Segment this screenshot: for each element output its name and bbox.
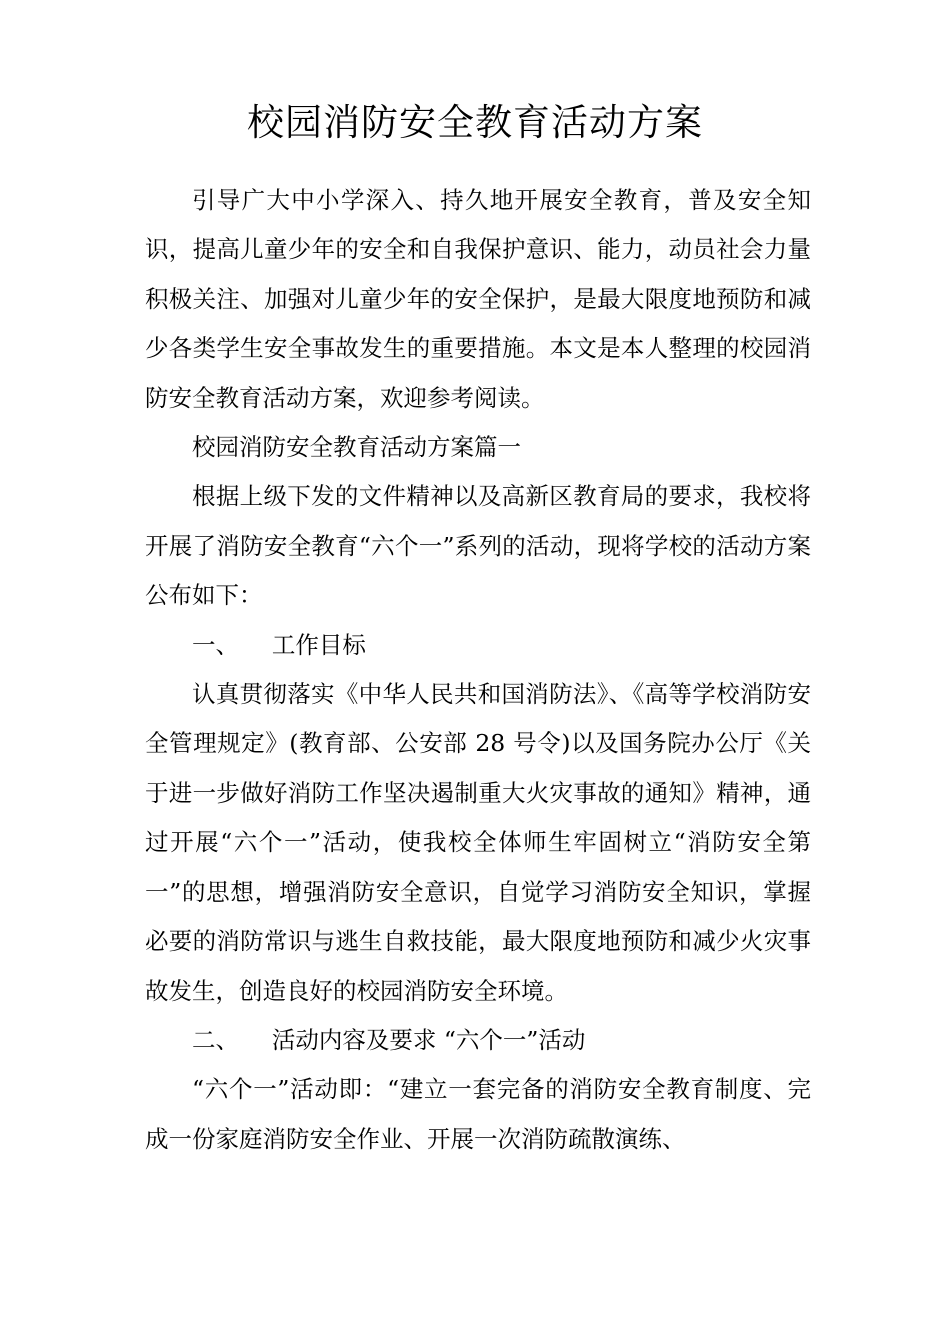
section-heading-goals [145,621,811,670]
section-number: 一、 [192,630,239,659]
document-title: 校园消防安全教育活动方案 [247,101,703,144]
section-label: 工作目标 [271,630,366,659]
document-body [145,176,811,1164]
section-number: 二、 [192,1025,239,1054]
section-label: 活动内容及要求 “六个一”活动 [271,1025,586,1054]
goals-paragraph: 认真贯彻落实《中华人民共和国消防法》、《高等学校消防安全管理规定》(教育部、公安部 28 号令)以及国务院办公厅《关于进一步做好消防工作坚决遏制重大火灾事故的通知》精神，通过开展“六个一”活动，使我校全体师生牢固树立“消防安全第一”的思想，增强消防安全意识，自觉学习消防安全知识，掌握必要的消防常识与逃生自救技能，最大限度地预防和减少火灾事故发生，创造良好的校园消防安全环境。 [145,680,811,1005]
background-paragraph: 根据上级下发的文件精神以及高新区教育局的要求，我校将开展了消防安全教育“六个一”系列的活动，现将学校的活动方案公布如下： [145,482,811,610]
section-heading-activities [145,1016,811,1065]
activities-paragraph: “六个一”活动即：“建立一套完备的消防安全教育制度、完成一份家庭消防安全作业、开展一次消防疏散演练、 [145,1075,811,1153]
intro-paragraph: 引导广大中小学深入、持久地开展安全教育，普及安全知识，提高儿童少年的安全和自我保护意识、能力，动员社会力量积极关注、加强对儿童少年的安全保护，是最大限度地预防和减少各类学生安全事故发生的重要措施。本文是本人整理的校园消防安全教育活动方案，欢迎参考阅读。 [145,186,811,412]
article-subtitle: 校园消防安全教育活动方案篇一 [192,433,521,462]
